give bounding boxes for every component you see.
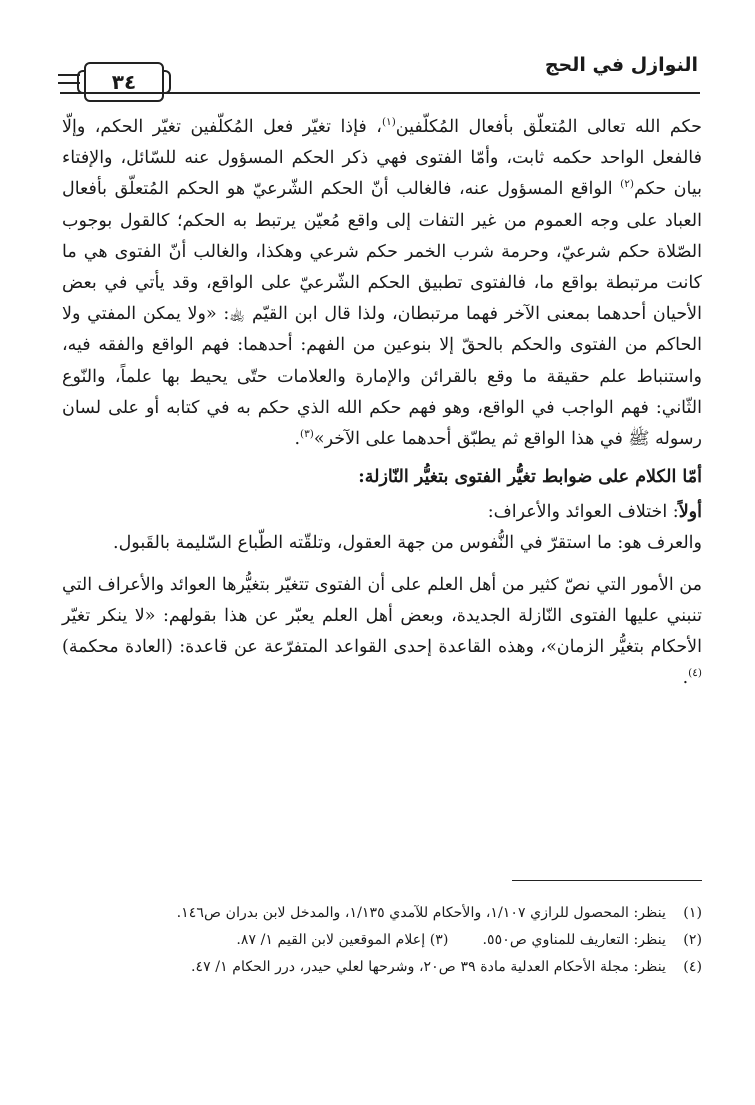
footnote-mark-3[interactable]: (٣)	[300, 428, 314, 441]
paragraph-customs: من الأمور التي نصّ كثير من أهل العلم على أن الفتوى تتغيّر بتغيُّرها العوائد والأعراف التي تنبني عليها الفتوى النّازلة الجديدة، وبعض أهل العلم يعبّر عن هذا بقولهم: «لا ينكر تغيّر الأحكام بتغيُّر الزمان»، وهذه القاعدة إحدى القواعد المتفرّعة عن قاعدة: (العادة محكمة)$^{(٤)}$.	[62, 574, 702, 689]
footnote-divider	[512, 880, 702, 881]
footnote-mark-4[interactable]: (٤)	[688, 667, 702, 680]
urf-definition: والعرف هو: ما استقرّ في النُّفوس من جهة العقول، وتلقّته الطّباع السّليمة بالقَبول.	[113, 533, 702, 554]
main-text	[62, 112, 702, 694]
footnote-item: (٤) ينظر: مجلة الأحكام العدلية مادة ٣٩ ص٢٠، وشرحها لعلي حيدر، درر الحكام ١/ ٤٧.	[191, 959, 702, 975]
footnote-mark-1[interactable]: (١)	[381, 116, 396, 129]
first-label: أولاً	[678, 502, 702, 523]
paragraph-definition: حكم الله تعالى المُتعلّق بأفعال المُكلّفين$^{(١)}$، فإذا تغيّر فعل المُكلّفين تغيّر الحكم، وإلّا فالفعل الواحد حكمه ثابت، وأمّا الفتوى فهي ذكر الحكم المسؤول عنه للسّائل، والإفتاء بيان حكم$^{(٢)}$ الواقع المسؤول عنه، فالغالب أنّ الحكم الشّرعيّ هو الحكم المُتعلّق بأفعال العباد على وجه العموم من غير التفات إلى واقع مُعيّن يرتبط به الحكم؛ كالقول بوجوب الصّلاة حكم شرعيّ، وحرمة شرب الخمر حكم شرعي وهكذا، والغالب أنّ الفتوى هي ما كانت مرتبطة بواقع ما، فالفتوى تطبيق الحكم الشّرعيّ على الواقع، وقد يأتي في بعض الأحيان أحدهما بمعنى الآخر فهما مرتبطان، ولذا قال ابن القيّم ﵀: «ولا يمكن المفتي ولا الحاكم من الفتوى والحكم بالحقّ إلا بنوعين من الفهم: أحدهما: فهم الواقع والفقه فيه، واستنباط علم حقيقة ما وقع بالقرائن والإمارة والعلامات حتّى يحيط بها علماً، والنّوع الثّاني: فهم الواجب في الواقع، وهو فهم حكم الله الذي حكم به في كتابه أو على لسان رسوله ﷺ في هذا الواقع ثم يطبّق أحدهما على الآخر»$^{(٣)}$.	[62, 116, 702, 450]
footnotes	[62, 900, 702, 981]
first-point: أولاً: اختلاف العوائد والأعراف:	[487, 502, 702, 523]
header-rule	[60, 92, 700, 94]
page-number: ٣٤	[84, 62, 164, 102]
running-title: النوازل في الحج	[544, 54, 698, 76]
section-heading: أمّا الكلام على ضوابط تغيُّر الفتوى بتغيُّر النّازلة:	[358, 467, 702, 488]
footnote-item: (٢) ينظر: التعاريف للمناوي ص٥٥٠. (٣) إعلام الموقعين لابن القيم ١/ ٨٧.	[236, 932, 702, 948]
footnote-mark-2[interactable]: (٢)	[620, 178, 635, 191]
running-header	[60, 48, 700, 94]
footnote-item: (١) ينظر: المحصول للرازي ١/١٠٧، والأحكام للآمدي ١/١٣٥، والمدخل لابن بدران ص١٤٦.	[176, 905, 702, 921]
